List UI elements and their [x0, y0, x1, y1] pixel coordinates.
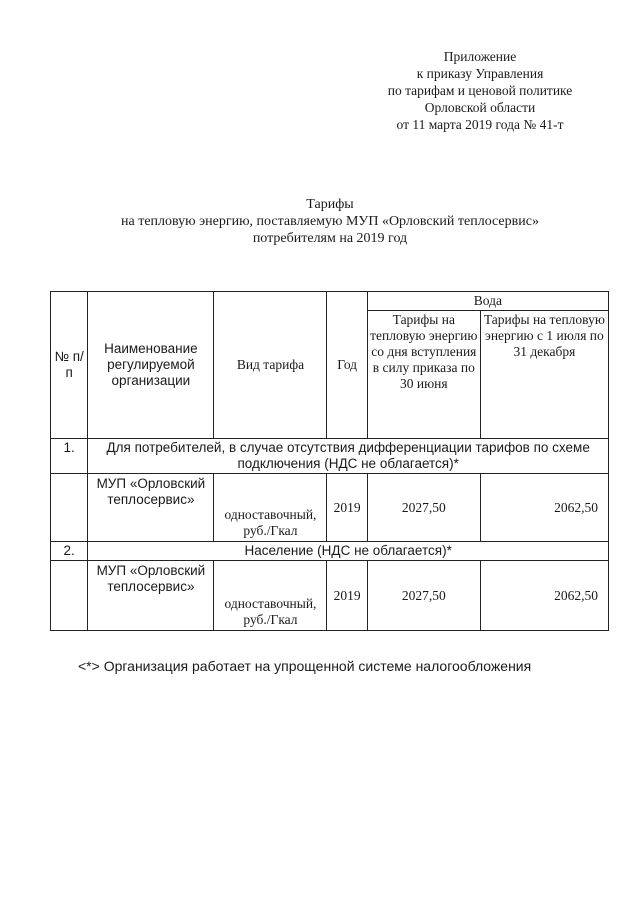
- tariff-year: 2019: [327, 561, 367, 631]
- appendix-line: от 11 марта 2019 года № 41-т: [396, 117, 564, 132]
- title-line: Тарифы: [306, 197, 354, 212]
- tariff-year: 2019: [327, 474, 367, 542]
- appendix-line: по тарифам и ценовой политике: [387, 83, 573, 98]
- appendix-line: к приказу Управления: [416, 66, 544, 81]
- document-title: [60, 196, 600, 247]
- header-tariff-period-2: Тарифы на тепловую энергию с 1 июля по 31 декабря: [480, 311, 608, 439]
- organization-name: МУП «Орловский теплосервис»: [88, 561, 214, 631]
- organization-name: МУП «Орловский теплосервис»: [88, 474, 214, 542]
- header-water: Вода: [367, 292, 608, 311]
- row-number-empty: [51, 561, 88, 631]
- tariffs-table: [50, 291, 609, 631]
- tariff-value-period-1: 2027,50: [367, 474, 480, 542]
- appendix-line: Приложение: [443, 49, 517, 64]
- section-title: Для потребителей, в случае отсутствия дифференциации тарифов по схеме подключения (НДС не облагается)*: [88, 439, 609, 474]
- title-line: потребителям на 2019 год: [252, 231, 408, 246]
- tariff-type: одноставочный, руб./Гкал: [214, 474, 327, 542]
- section-number: 1.: [51, 439, 88, 474]
- header-number: № п/п: [51, 292, 88, 439]
- appendix-header: [330, 48, 630, 133]
- tariff-value-period-2: 2062,50: [480, 561, 608, 631]
- header-organization: Наименование регулируемой организации: [88, 292, 214, 439]
- row-number-empty: [51, 474, 88, 542]
- title-line: на тепловую энергию, поставляемую МУП «Орловский теплосервис»: [121, 214, 539, 229]
- footnote: <*> Организация работает на упрощенной системе налогообложения: [78, 658, 532, 674]
- tariff-value-period-1: 2027,50: [367, 561, 480, 631]
- header-tariff-type: Вид тарифа: [214, 292, 327, 439]
- tariff-value-period-2: 2062,50: [480, 474, 608, 542]
- tariff-type: одноставочный, руб./Гкал: [214, 561, 327, 631]
- header-tariff-period-1: Тарифы на тепловую энергию со дня вступления в силу приказа по 30 июня: [367, 311, 480, 439]
- section-title: Население (НДС не облагается)*: [88, 542, 609, 561]
- appendix-line: Орловской области: [424, 100, 536, 115]
- header-year: Год: [327, 292, 367, 439]
- section-number: 2.: [51, 542, 88, 561]
